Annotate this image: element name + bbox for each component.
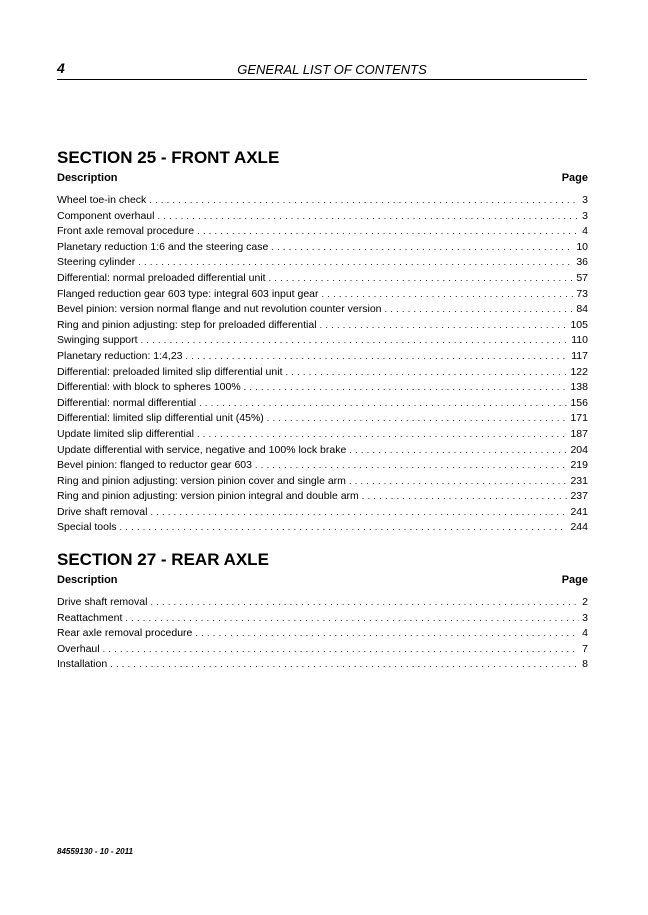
toc-entry [57, 365, 588, 381]
toc-entry-page: 2 [582, 596, 588, 608]
toc-entry-title: Planetary reduction 1:6 and the steering case [57, 240, 269, 253]
dot-leader [125, 611, 579, 627]
dot-leader [150, 595, 579, 611]
toc-entry-page: 231 [570, 474, 588, 487]
toc-entry [57, 396, 588, 412]
column-header [57, 171, 588, 185]
dot-leader [244, 380, 568, 396]
toc-entry-title: Update limited slip differential [57, 427, 194, 440]
toc-entry-title: Ring and pinion adjusting: version pinion cover and single arm [57, 474, 346, 487]
toc-entry [57, 520, 588, 536]
dot-leader [267, 411, 568, 427]
toc-entry-page: 84 [576, 303, 588, 316]
toc-entry-page: 244 [570, 521, 588, 534]
toc-entry-title: Bevel pinion: version normal flange and nut revolution counter version [57, 303, 382, 316]
dot-leader [195, 626, 579, 642]
dot-leader [385, 302, 574, 318]
toc-entry-title: Bevel pinion: flanged to reductor gear 603 [57, 459, 252, 472]
toc-entry [57, 209, 588, 225]
dot-leader [322, 287, 574, 303]
toc-entry-page: 3 [582, 209, 588, 222]
toc-entry-page: 110 [571, 334, 588, 347]
dot-leader [349, 443, 567, 459]
dot-leader [271, 240, 573, 256]
toc-entry [57, 240, 588, 256]
toc-entry [57, 626, 588, 642]
toc-entry-page: 4 [582, 225, 588, 238]
toc-entry [57, 642, 588, 658]
dot-leader [197, 224, 579, 240]
toc-entry-title: Planetary reduction: 1:4,23 [57, 349, 183, 362]
toc-entry-title: Reattachment [57, 611, 123, 624]
toc-entry [57, 611, 588, 627]
toc-entry [57, 380, 588, 396]
toc-entry [57, 287, 588, 303]
dot-leader [197, 427, 568, 443]
running-title: GENERAL LIST OF CONTENTS [237, 62, 427, 77]
toc-entry-title: Swinging support [57, 334, 138, 347]
toc-entry-page: 36 [576, 256, 588, 269]
dot-leader [157, 209, 579, 225]
toc-entry [57, 349, 588, 365]
column-header [57, 573, 588, 587]
toc-entry [57, 193, 588, 209]
toc-entry-title: Steering cylinder [57, 256, 136, 269]
toc-entry [57, 489, 588, 505]
toc-entry-title: Wheel toe-in check [57, 194, 147, 206]
toc-entry-title: Differential: limited slip differential unit (45%) [57, 412, 264, 425]
toc-entry-page: 187 [570, 427, 588, 440]
toc-entry-page: 73 [576, 287, 588, 300]
toc-entry-title: Overhaul [57, 642, 100, 655]
dot-leader [141, 333, 569, 349]
dot-leader [349, 474, 568, 490]
toc-entry-page: 10 [576, 240, 588, 253]
dot-leader [120, 520, 568, 536]
toc-entry-title: Front axle removal procedure [57, 225, 195, 238]
toc-entry-page: 241 [570, 505, 588, 518]
dot-leader [269, 271, 574, 287]
toc-entry [57, 255, 588, 271]
toc-entry-page: 7 [582, 642, 588, 655]
toc-entry-title: Installation [57, 658, 108, 671]
description-label: Description [57, 172, 118, 184]
dot-leader [150, 505, 567, 521]
toc-entry [57, 458, 588, 474]
toc-entry-title: Drive shaft removal [57, 505, 148, 518]
toc-entry-page: 57 [576, 271, 588, 284]
toc-entry-page: 117 [571, 349, 588, 362]
dot-leader [255, 458, 568, 474]
page-number: 4 [57, 60, 65, 76]
toc-entry [57, 302, 588, 318]
toc-entry [57, 271, 588, 287]
toc-entry-title: Component overhaul [57, 209, 155, 222]
dot-leader [199, 396, 567, 412]
dot-leader [186, 349, 569, 365]
toc-entry [57, 505, 588, 521]
toc-entry-page: 3 [582, 611, 588, 624]
toc-entry [57, 411, 588, 427]
toc-entry [57, 474, 588, 490]
toc-entry-title: Ring and pinion adjusting: version pinion integral and double arm [57, 490, 359, 503]
toc-entry-page: 8 [582, 658, 588, 671]
toc-entry-page: 237 [570, 490, 588, 503]
dot-leader [362, 489, 568, 505]
dot-leader [103, 642, 580, 658]
toc-entry [57, 333, 588, 349]
dot-leader [149, 193, 579, 209]
toc-entry-page: 3 [582, 194, 588, 206]
toc-entry-page: 204 [570, 443, 588, 456]
toc-entry [57, 595, 588, 611]
toc-entry-title: Differential: normal preloaded differential unit [57, 271, 266, 284]
toc-entry-page: 156 [570, 396, 588, 409]
toc-entry-title: Drive shaft removal [57, 596, 148, 608]
dot-leader [286, 365, 568, 381]
toc-entry [57, 443, 588, 459]
toc-entry [57, 657, 588, 673]
toc-entry-title: Differential: preloaded limited slip differential unit [57, 365, 283, 378]
page-header [57, 60, 587, 80]
dot-leader [320, 318, 568, 334]
toc-entry-title: Ring and pinion adjusting: step for preloaded differential [57, 318, 317, 331]
toc-entry-title: Differential: normal differential [57, 396, 197, 409]
section-front-axle [57, 147, 588, 536]
dot-leader [138, 255, 573, 271]
toc-entry [57, 318, 588, 334]
toc-entry-title: Differential: with block to spheres 100% [57, 381, 241, 394]
page-label: Page [561, 574, 588, 586]
page-label: Page [561, 172, 588, 184]
toc-entry-page: 138 [570, 381, 588, 394]
toc-entry-page: 4 [582, 627, 588, 640]
section-rear-axle [57, 549, 588, 673]
toc-entry-page: 122 [570, 365, 588, 378]
toc-entry [57, 224, 588, 240]
dot-leader [110, 657, 579, 673]
toc-entry [57, 427, 588, 443]
section-title: SECTION 25 - FRONT AXLE [57, 148, 280, 167]
toc-entry-title: Special tools [57, 521, 117, 534]
toc-list [57, 595, 588, 673]
document-code: 84559130 - 10 - 2011 [57, 847, 133, 856]
toc-entry-page: 171 [570, 412, 588, 425]
toc-entry-title: Rear axle removal procedure [57, 627, 193, 640]
toc-entry-page: 219 [570, 459, 588, 472]
toc-entry-title: Flanged reduction gear 603 type: integral 603 input gear [57, 287, 319, 300]
section-title: SECTION 27 - REAR AXLE [57, 550, 269, 569]
toc-entry-page: 105 [570, 318, 588, 331]
description-label: Description [57, 574, 118, 586]
toc-list [57, 193, 588, 536]
toc-entry-title: Update differential with service, negative and 100% lock brake [57, 443, 347, 456]
